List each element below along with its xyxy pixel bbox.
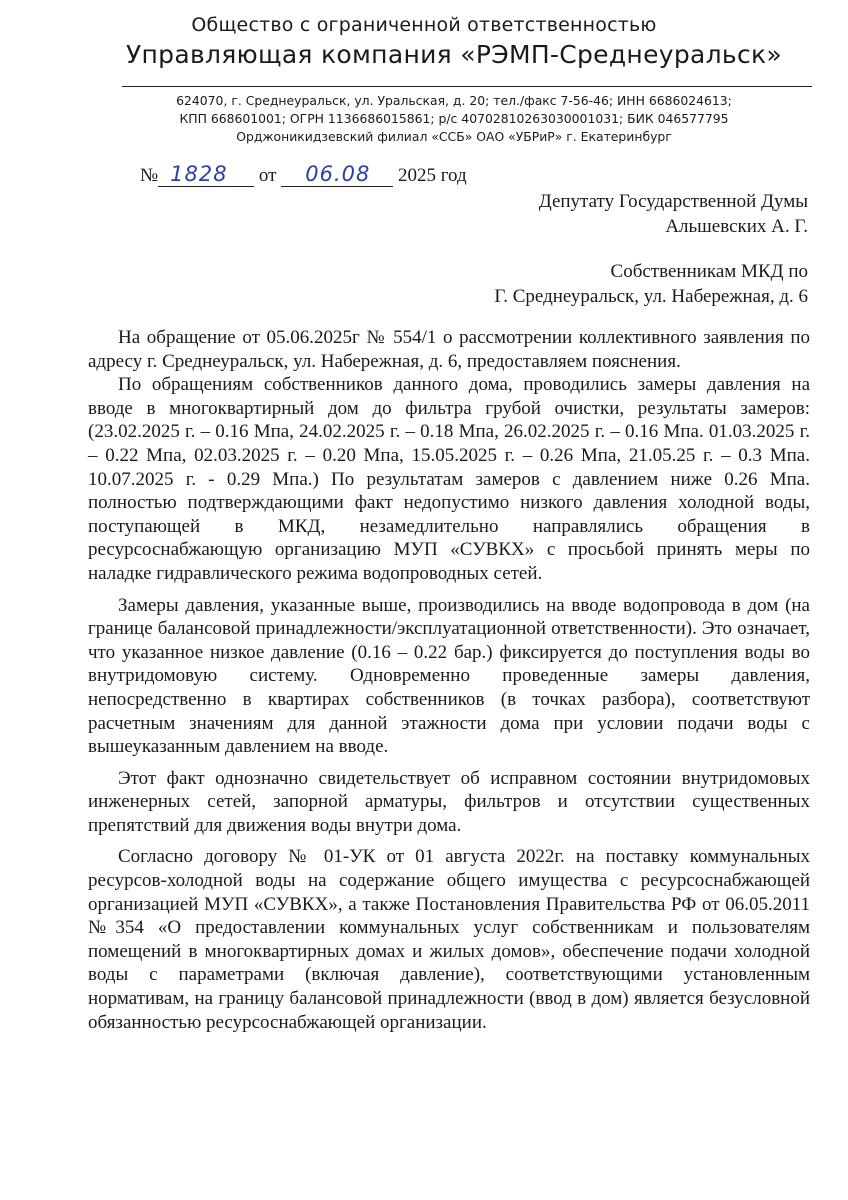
- requisites-line-1: 624070, г. Среднеуральск, ул. Уральская, д. 20; тел./факс 7-56-46; ИНН 6686024613;: [176, 93, 732, 108]
- addressee-deputy: [539, 189, 808, 239]
- paragraph-3: Замеры давления, указанные выше, производились на вводе водопровода в дом (на границе балансовой принадлежности/эксплуатационной ответственности). Это означает, что указанное низкое давление (0.16 – 0.22 бар.) фиксируется до поступления воды во внутридомовую систему. Одновременно проведенные замеры давления, непосредственно в квартирах собственников (в точках разбора), соответствуют расчетным значениям для данной этажности дома при условии подачи воды с вышеуказанным давлением на вводе.: [88, 594, 810, 758]
- addressee-deputy-line-2: Альшевских А. Г.: [665, 216, 808, 237]
- addressee-owners-line-2: Г. Среднеуральск, ул. Набережная, д. 6: [494, 286, 808, 307]
- registration-line: [140, 164, 467, 187]
- date-prefix: от: [258, 165, 277, 186]
- paragraph-5: Согласно договору № 01-УК от 01 августа 2022г. на поставку коммунальных ресурсов-холодной воды на содержание общего имущества с ресурсоснабжающей организацией МУП «СУВКХ», а также Постановления Правительства РФ от 06.05.2011 №354 «О предоставлении коммунальных услуг собственникам и пользователям помещений в многоквартирных домах и жилых домов», обеспечение подачи холодной воды с параметрами (включая давление), соответствующими установленным нормативам, на границу балансовой принадлежности (ввод в дом) является безусловной обязанностью ресурсоснабжающей организации.: [88, 846, 810, 1033]
- paragraph-4: Этот факт однозначно свидетельствует об исправном состоянии внутридомовых инженерных сетей, запорной арматуры, фильтров и отсутствии существенных препятствий для движения воды внутри дома.: [88, 767, 810, 836]
- addressee-owners-line-1: Собственникам МКД по: [610, 261, 808, 282]
- number-prefix: №: [140, 165, 159, 186]
- paragraph-1: На обращение от 05.06.2025г № 554/1 о рассмотрении коллективного заявления по адресу г. Среднеуральск, ул. Набережная, д. 6, предоставляем пояснения.: [88, 327, 810, 372]
- paragraph-2: По обращениям собственников данного дома, проводились замеры давления на вводе в многоквартирный дом до фильтра грубой очистки, результаты замеров: (23.02.2025 г. – 0.16 Мпа, 24.02.2025 г. – 0.18 Мпа, 26.02.2025 г. – 0.16 Мпа. 01.03.2025 г. – 0.22 Мпа, 02.03.2025 г. – 0.20 Мпа, 15.05.2025 г. – 0.26 Мпа, 21.05.25 г. – 0.3 Мпа. 10.07.2025 г. - 0.29 Мпа.) По результатам замеров с давлением ниже 0.26 Мпа. полностью подтверждающими факт недопустимо низкого давления холодной воды, поступающей в МКД, незамедлительно направлялись обращения в ресурсоснабжающую организацию МУП «СУВКХ» с просьбой принять меры по наладке гидравлического режима водопроводных сетей.: [88, 374, 810, 584]
- year-suffix: 2025 год: [397, 165, 467, 186]
- handwritten-number: 1828: [170, 162, 228, 186]
- requisites-line-2: КПП 668601001; ОГРН 1136686015861; р/с 40702810263030001031; БИК 046577795: [179, 111, 729, 126]
- letter-body: [88, 326, 810, 1034]
- number-field: [158, 164, 254, 187]
- org-name: Управляющая компания «РЭМП-Среднеуральск»: [126, 40, 782, 69]
- addressee-deputy-line-1: Депутату Государственной Думы: [538, 191, 808, 212]
- date-field: [281, 164, 393, 187]
- handwritten-date: 06.08: [305, 162, 371, 186]
- requisites-line-3: Орджоникидзевский филиал «ССБ» ОАО «УБРиР» г. Екатеринбург: [236, 129, 672, 144]
- addressee-owners: [494, 259, 808, 309]
- org-type: Общество с ограниченной ответственностью: [191, 14, 657, 36]
- header-divider: [122, 86, 812, 87]
